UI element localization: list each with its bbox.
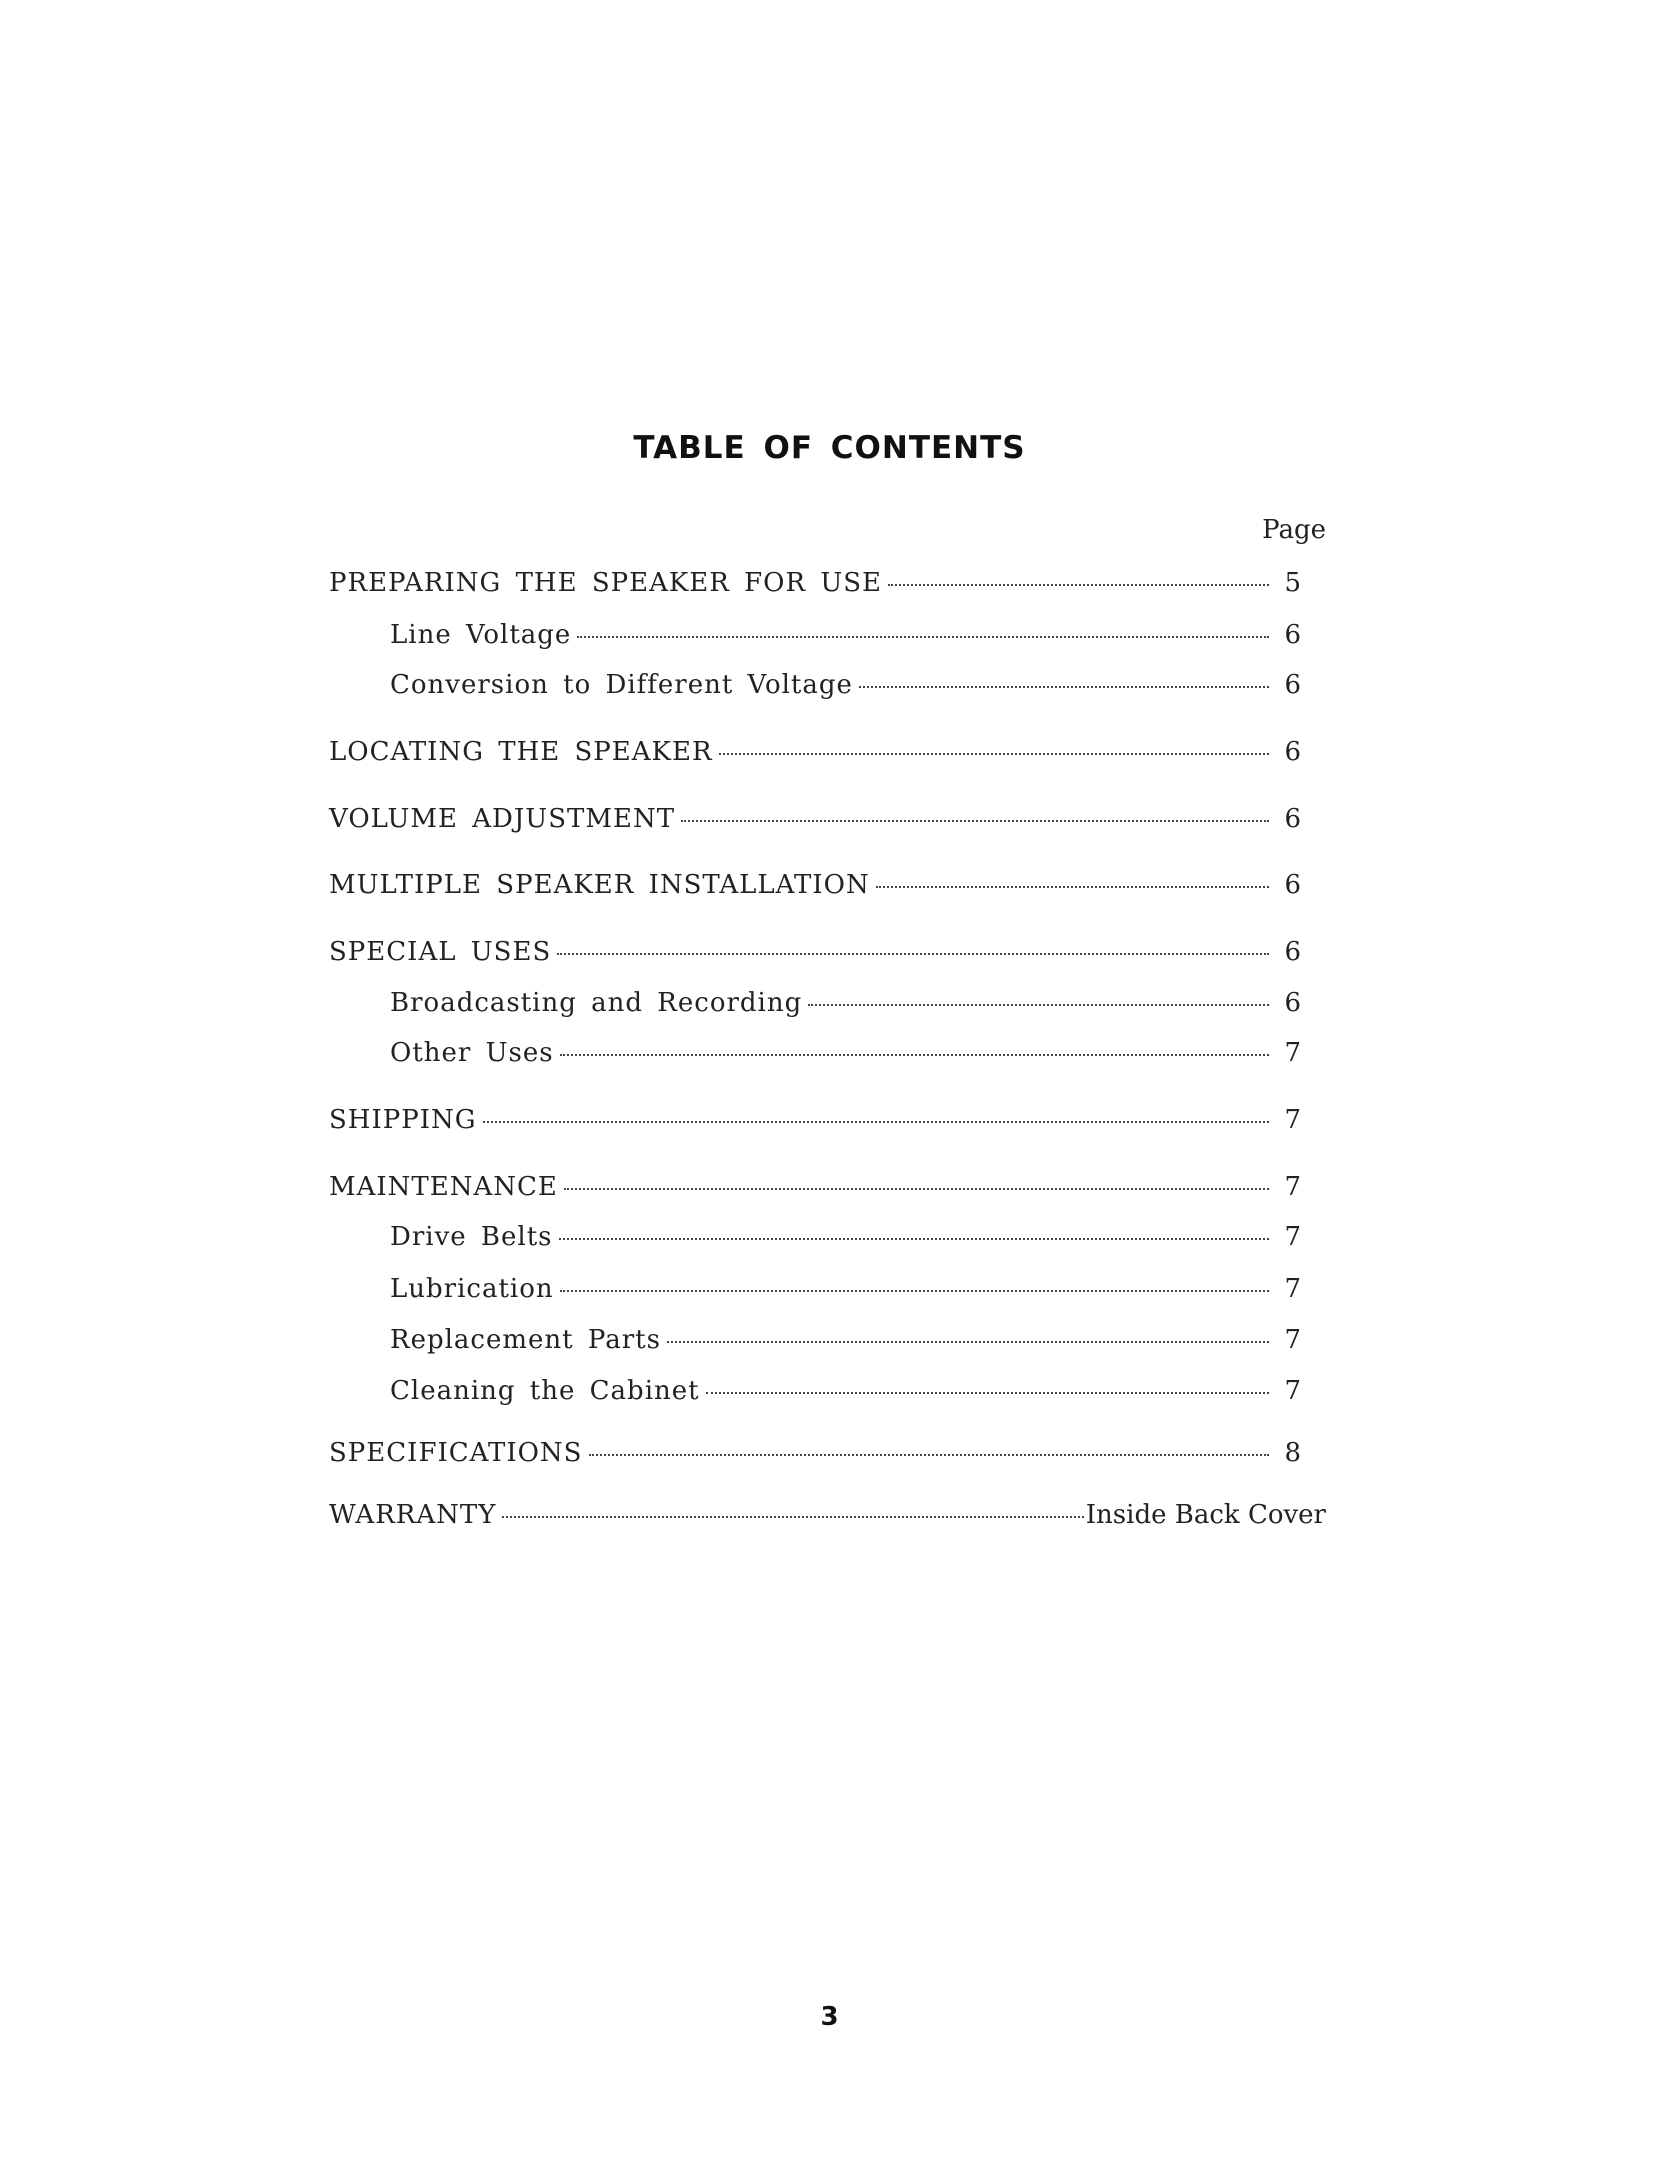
toc-entry-label: VOLUME ADJUSTMENT <box>329 804 676 834</box>
toc-entry <box>329 1105 1301 1135</box>
toc-entry-label: WARRANTY <box>329 1500 497 1530</box>
toc-entry-page: 7 <box>1284 1274 1301 1304</box>
toc-entry-page: 5 <box>1284 568 1301 598</box>
toc-entry-page: 6 <box>1284 620 1301 650</box>
toc-entry-label: Line Voltage <box>390 620 572 650</box>
toc-entry-label: SPECIFICATIONS <box>329 1438 583 1468</box>
toc-entry-label: Conversion to Different Voltage <box>390 670 853 700</box>
page-column-heading: Page <box>1262 515 1326 545</box>
toc-entry-label: Drive Belts <box>390 1222 553 1252</box>
toc-entry <box>329 1500 1326 1530</box>
toc-entry <box>390 670 1301 700</box>
toc-leader <box>888 584 1269 586</box>
toc-leader <box>560 1290 1269 1292</box>
toc-leader <box>557 953 1269 955</box>
toc-leader <box>808 1004 1269 1006</box>
toc-leader <box>577 636 1269 638</box>
toc-entry-page: 8 <box>1284 1438 1301 1468</box>
toc-leader <box>876 886 1269 888</box>
toc-entry <box>329 1172 1301 1202</box>
toc-leader <box>589 1454 1270 1456</box>
toc-entry-page: 7 <box>1284 1325 1301 1355</box>
toc-entry <box>390 988 1301 1018</box>
toc-leader <box>559 1238 1269 1240</box>
toc-entry-label: MULTIPLE SPEAKER INSTALLATION <box>329 870 870 900</box>
toc-entry <box>390 620 1301 650</box>
toc-entry-label: LOCATING THE SPEAKER <box>329 737 713 767</box>
toc-entry-label: Cleaning the Cabinet <box>390 1376 700 1406</box>
toc-entry-label: Lubrication <box>390 1274 554 1304</box>
toc-leader <box>859 686 1269 688</box>
toc-entry-page: 6 <box>1284 870 1301 900</box>
toc-leader <box>719 753 1269 755</box>
toc-entry-label: PREPARING THE SPEAKER FOR USE <box>329 568 883 598</box>
toc-entry-page: 7 <box>1284 1172 1301 1202</box>
toc-entry <box>390 1325 1301 1355</box>
toc-entry <box>390 1376 1301 1406</box>
page-title: TABLE OF CONTENTS <box>633 430 1026 466</box>
toc-leader <box>564 1188 1269 1190</box>
toc-entry <box>329 804 1301 834</box>
toc-entry-page: 7 <box>1284 1376 1301 1406</box>
toc-entry-label: SHIPPING <box>329 1105 477 1135</box>
toc-entry <box>390 1038 1301 1068</box>
page-number: 3 <box>820 2002 839 2032</box>
toc-leader <box>681 820 1269 822</box>
toc-entry-page: 6 <box>1284 670 1301 700</box>
toc-entry-label: Other Uses <box>390 1038 554 1068</box>
toc-entry-page: 6 <box>1284 737 1301 767</box>
toc-entry <box>329 870 1301 900</box>
toc-entry-label: Broadcasting and Recording <box>390 988 803 1018</box>
toc-entry-label: Replacement Parts <box>390 1325 661 1355</box>
toc-entry-label: SPECIAL USES <box>329 937 552 967</box>
toc-entry-label: MAINTENANCE <box>329 1172 558 1202</box>
toc-entry <box>329 1438 1301 1468</box>
toc-leader <box>483 1121 1269 1123</box>
toc-entry-page: 6 <box>1284 988 1301 1018</box>
toc-leader <box>667 1341 1269 1343</box>
toc-leader <box>560 1054 1269 1056</box>
toc-entry <box>390 1274 1301 1304</box>
toc-entry-page: 7 <box>1284 1038 1301 1068</box>
toc-entry <box>329 568 1301 598</box>
toc-entry-page: Inside Back Cover <box>1085 1500 1326 1530</box>
toc-entry <box>390 1222 1301 1252</box>
toc-entry-page: 6 <box>1284 804 1301 834</box>
toc-entry-page: 6 <box>1284 937 1301 967</box>
toc-leader <box>706 1392 1269 1394</box>
toc-leader <box>502 1516 1083 1518</box>
toc-entry <box>329 937 1301 967</box>
toc-entry <box>329 737 1301 767</box>
toc-entry-page: 7 <box>1284 1105 1301 1135</box>
toc-entry-page: 7 <box>1284 1222 1301 1252</box>
